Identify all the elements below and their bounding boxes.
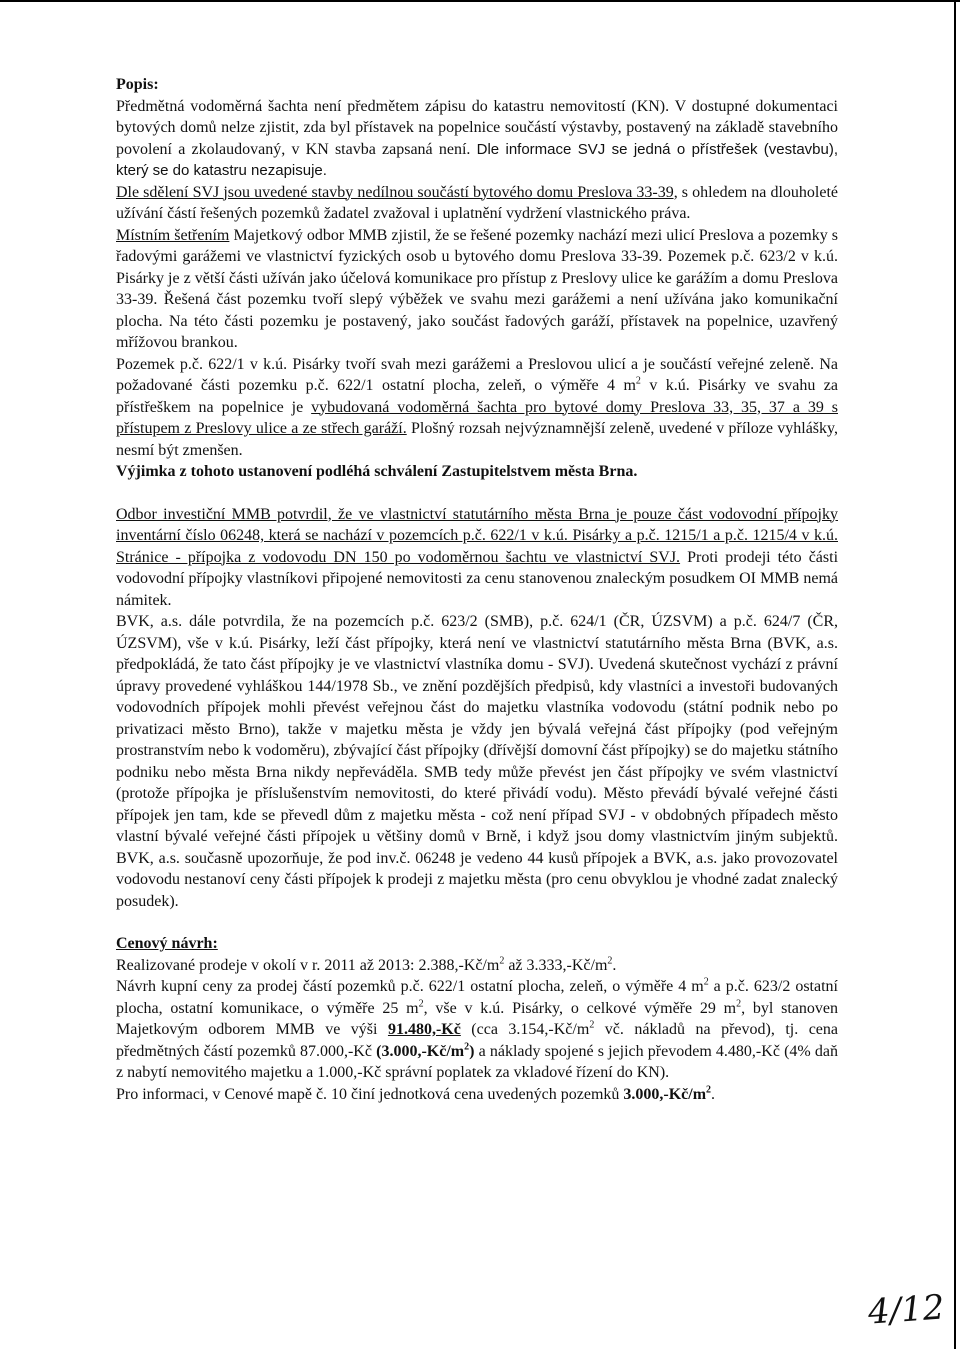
document-body [116,74,838,1105]
popis-heading: Popis: [116,76,159,93]
paragraph-6: BVK, a.s. dále potvrdila, že na pozemcích p.č. 623/2 (SMB), p.č. 624/1 (ČR, ÚZSVM) a p.č. 624/7 (ČR, ÚZSVM), vše v k.ú. Pisárky, leží část přípojky, která není ve vlastnictví statutárního města Brna (BVK, a.s. předpokládá, že tato část přípojky je ve vlastnictví vlastníka domu - SVJ). Uvedená skutečnost vychází z právní úpravy provedené vyhláškou 144/1978 Sb., ve znění pozdějších předpisů, kdy vlastníci a investoři budovaných vodovodních přípojek mohli převést veřejnou část do majetku vlastníka vodovodu (státní podnik nebo po privatizaci město Brno), takže v majetku města je vždy jen bývalá veřejná část přípojky (pod veřejným prostranstvím nebo k vodoměru), zbývající část přípojky (dřívější domovní část přípojky) se do majetku státního podniku nebo města Brna nikdy nepřeváděla. SMB tedy může převést jen část přípojky ve svém vlastnictví (protože přípojka je příslušenstvím nemovitosti, do které přivádí vodu). Město převádí bývalé veřejné části přípojek jen tam, kde se převedl dům z majetku města - což není případ SVJ - v obdobných případech město vlastní bývalé veřejné části přípojek u většiny domů v Brně, i když jsou domy vlastnictvím jiným subjektů. BVK, a.s. současně upozorňuje, že pod inv.č. 06248 je vedeno 44 kusů přípojek a BVK, a.s. jako provozovatel vodovodu nestanoví ceny části přípojek k prodeji z majetku města (pro cenu obvyklou je vhodné zadat znalecký posudek). [116,613,838,910]
paragraph-5: Odbor investiční MMB potvrdil, že ve vlastnictví statutárního města Brna je pouze část vodovodní přípojky inventární číslo 06248, která se nachází v pozemcích p.č. 622/1 v k.ú. Pisárky a p.č. 1215/1 a p.č. 1215/4 v k.ú. Stránice - přípojka z vodovodu DN 150 po vodoměrnou šachtu ve vlastnictví SVJ. Proti prodeji této části vodovodní přípojky vlastníkovi připojené nemovitosti za cenu stanovenou znaleckým posudkem OI MMB nemá námitek. [116,505,839,609]
page-number-handwritten: 4/12 [866,1287,946,1333]
price-proposal: Návrh kupní ceny za prodej částí pozemků p.č. 622/1 ostatní plocha, zeleň, o výměře 4 $m^2$ a p.č. 623/2 ostatní plocha, ostatní komunikace, o výměře 25 $m^2$, vše v k.ú. Pisárky, o celkové výměře 29 $m^2$, byl stanoven Majetkovým odborem MMB ve výši 91.480,-Kč (cca $3.154,-Kč/m^2$ vč. nákladů na převod), tj. cena předmětných částí pozemků 87.000,-Kč $(3.000,-Kč/m^2)$ a náklady spojené s jejich převodem 4.480,-Kč (4% daň z nabytí nemovitého majetku a 1.000,-Kč správní poplatek za vkladové řízení do KN). [116,976,839,1081]
scan-edge-top [0,0,960,2]
total-price: 91.480,-Kč [387,1021,461,1038]
paragraph-4: Pozemek p.č. 622/1 v k.ú. Pisárky tvoří svah mezi garážemi a Preslovou ulicí a je součástí veřejné zeleně. Na požadované části pozemku p.č. 622/1 ostatní plocha, zeleň, o výměře 4 $m^2$ v k.ú. Pisárky ve svahu za přístřeškem na popelnice je vybudovaná vodoměrná šachta pro bytové domy Preslova 33, 35, 37 a 39 s přístupem z Preslovy ulice a ze střech garáží. Plošný rozsah nejvýznamnější zeleně, uvedené v příloze vyhlášky, nesmí být zmenšen. Výjimka z tohoto ustanovení podléhá schválení Zastupitelstvem města Brna. [116,355,838,480]
paragraph-1: Předmětná vodoměrná šachta není předmětem zápisu do katastru nemovitostí (KN). V dostupné dokumentaci bytových domů nelze zjistit, zda byl přístavek na popelnice součástí výstavby, postavený na základě stavebního povolení a zkolaudovaný, v KN stavba zapsaná není. Dle informace SVJ se jedná o přístřešek (vestavbu), který se do katastru nezapisuje. [116,97,839,179]
price-line-1: Realizované prodeje v okolí v r. 2011 až 2013: $2.388,-Kč/m^2$ až $3.333,-Kč/m^2$. [116,955,617,974]
price-map-info: Pro informaci, v Cenové mapě č. 10 činí jednotková cena uvedených pozemků $3.000,-Kč/m^2$. [116,1084,716,1103]
paragraph-2: Dle sdělení SVJ jsou uvedené stavby nedílnou součástí bytového domu Preslova 33-39, s ohledem na dlouholeté užívání částí řešených pozemků žadatel zvažoval i uplatnění vydržení vlastnického práva. [116,183,839,222]
scan-edge-right [954,0,956,1349]
paragraph-3: Místním šetřením Majetkový odbor MMB zjistil, že se řešené pozemky nachází mezi ulicí Preslova a pozemky s řadovými garážemi ve vlastnictví fyzických osob u bytového domu Preslova 33-39. Pozemek p.č. 623/2 v k.ú. Pisárky je z větší části užíván jako účelová komunikace pro přístup z Preslovy ulice ke garážím a domu Preslova 33-39. Řešená část pozemku tvoří slepý výběžek ve svahu mezi garážemi a není užívána jako komunikační plocha. Na této části pozemku je postavený, jako součást řadových garáží, přístavek na popelnice, uzavřený mřížovou brankou. [116,226,839,351]
cenovy-heading: Cenový návrh: [116,935,218,952]
exception-notice: Výjimka z tohoto ustanovení podléhá schválení Zastupitelstvem města Brna. [116,463,638,480]
